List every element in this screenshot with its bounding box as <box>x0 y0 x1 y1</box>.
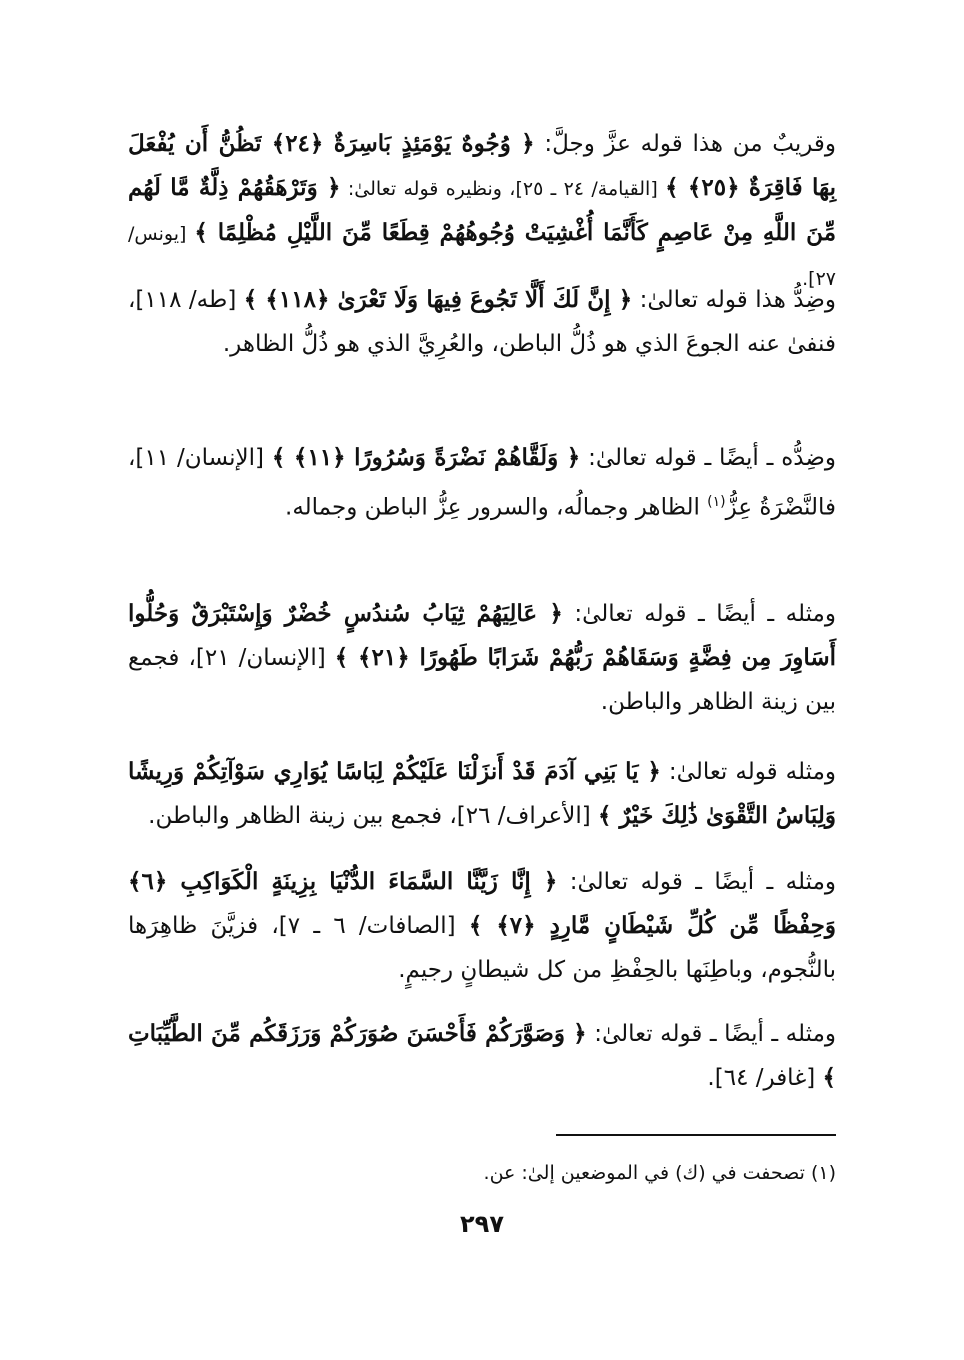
paragraph-text: ومثله ـ أيضًا ـ قوله تعالىٰ: <box>562 601 836 627</box>
footnote-divider <box>556 1134 836 1136</box>
quran-verse: ﴿ إِنَّ لَكَ أَلَّا تَجُوعَ فِيهَا وَلَا تَعْرَىٰ ﴿١١٨﴾ ﴾ <box>243 286 633 313</box>
paragraph-1 <box>128 122 836 301</box>
footnote-marker: (١) <box>707 494 726 510</box>
paragraph-7 <box>128 1012 836 1100</box>
paragraph-text: [الإنسان/ ٢١]، فجمع بين زينة الظاهر والباطن. <box>128 645 836 715</box>
paragraph-3 <box>128 436 836 530</box>
paragraph-text: [طه/ ١١٨]، فنفىٰ عنه الجوعَ الذي هو ذُلُّ الباطن، والعُرِيَّ الذي هو ذُلُّ الظاهر. <box>128 287 836 357</box>
paragraph-4 <box>128 592 836 724</box>
paragraph-text: وضِدُّ هذا قوله تعالىٰ: <box>632 287 836 313</box>
quran-verse: ﴿ وُجُوهٌ يَوْمَئِذٍ بَاسِرَةٌ ﴿٢٤﴾ تَظُنُّ أَن يُفْعَلَ بِهَا فَاقِرَةٌ ﴿٢٥﴾ ﴾ <box>128 130 837 201</box>
footnote: (١) تصحفت في (ك) في الموضعين إلىٰ: عن. <box>483 1162 836 1184</box>
paragraph-text: [الصافات/ ٦ ـ ٧]، فزيَّنَ ظاهِرَها بالنُّجوم، وباطِنَها بالحِفْظِ من كل شيطانٍ رجيمٍ. <box>128 913 836 983</box>
paragraph-5 <box>128 750 836 838</box>
paragraph-text: ومثله قوله تعالىٰ: <box>660 759 836 785</box>
quran-verse: ﴿ يَا بَنِي آدَمَ قَدْ أَنزَلْنَا عَلَيْكُمْ لِبَاسًا يُوَارِي سَوْآتِكُمْ وَرِيشًا وَلِبَاسُ التَّقْوَىٰ ذَٰلِكَ خَيْرٌ ﴾ <box>128 758 836 829</box>
paragraph-text: وضِدُّه ـ أيضًا ـ قوله تعالىٰ: <box>580 445 837 471</box>
verse-reference: [يونس/ ٢٧]. <box>128 223 836 290</box>
verse-reference: [القيامة/ ٢٤ ـ ٢٥]، ونظيره قوله تعالىٰ: <box>340 178 666 200</box>
paragraph-6 <box>128 860 836 992</box>
paragraph-text: [الإنسان/ ١١]، فالنَّضْرَةُ عِزُّ <box>128 445 836 521</box>
paragraph-text: [الأعراف/ ٢٦]، فجمع بين زينة الظاهر والباطن. <box>148 803 598 829</box>
quran-verse: ﴿ إِنَّا زَيَّنَّا السَّمَاءَ الدُّنْيَا بِزِينَةٍ الْكَوَاكِبِ ﴿٦﴾ وَحِفْظًا مِّن كُلِّ شَيْطَانٍ مَّارِدٍ ﴿٧﴾ ﴾ <box>128 868 836 939</box>
page-number: ٢٩٧ <box>460 1210 504 1238</box>
paragraph-text: [غافر/ ٦٤]. <box>707 1065 823 1091</box>
paragraph-text: وقريبٌ من هذا قوله عزَّ وجلَّ: <box>534 131 837 157</box>
paragraph-2 <box>128 278 836 366</box>
quran-verse: ﴿ عَالِيَهُمْ ثِيَابُ سُندُسٍ خُضْرٌ وَإِسْتَبْرَقٌ وَحُلُّوا أَسَاوِرَ مِن فِضَّةٍ وَسَقَاهُمْ رَبُّهُمْ شَرَابًا طَهُورًا ﴿٢١﴾ ﴾ <box>128 600 837 671</box>
quran-verse: ﴿ وَصَوَّرَكُمْ فَأَحْسَنَ صُوَرَكُمْ وَرَزَقَكُم مِّنَ الطَّيِّبَاتِ ﴾ <box>128 1020 836 1091</box>
quran-verse: ﴿ وَتَرْهَقُهُمْ ذِلَّةٌ مَّا لَهُم مِّنَ اللَّهِ مِنْ عَاصِمٍ كَأَنَّمَا أُغْشِيَتْ وُجُوهُهُمْ قِطَعًا مِّنَ اللَّيْلِ مُظْلِمًا ﴾ <box>128 174 837 246</box>
paragraph-text: ومثله ـ أيضًا ـ قوله تعالىٰ: <box>557 869 836 895</box>
paragraph-text: الظاهر وجمالُه، والسرور عِزُّ الباطن وجماله. <box>285 494 708 521</box>
quran-verse: ﴿ وَلَقَّاهُمْ نَضْرَةً وَسُرُورًا ﴿١١﴾ ﴾ <box>271 444 581 471</box>
paragraph-text: ومثله ـ أيضًا ـ قوله تعالىٰ: <box>586 1021 836 1047</box>
